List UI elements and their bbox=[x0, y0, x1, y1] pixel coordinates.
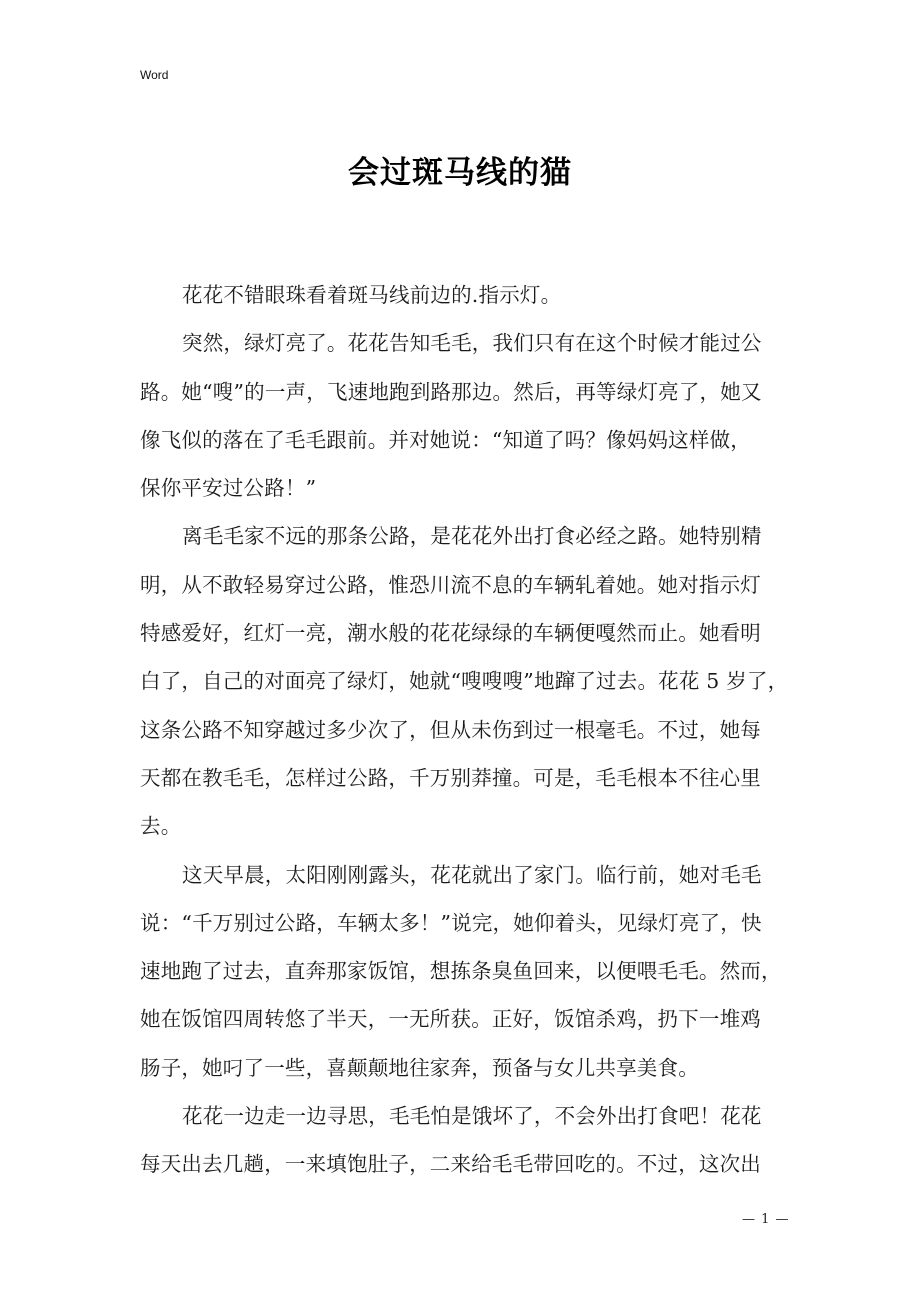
paragraph-line: 速地跑了过去，直奔那家饭馆，想拣条臭鱼回来，以便喂毛毛。然而， bbox=[140, 959, 782, 984]
paragraph-line: 说：“千万别过公路，车辆太多！”说完，她仰着头，见绿灯亮了，快 bbox=[140, 910, 762, 935]
paragraph-line: 每天出去几趟，一来填饱肚子，二来给毛毛带回吃的。不过，这次出 bbox=[140, 1152, 761, 1177]
header-label: Word bbox=[140, 68, 169, 82]
paragraph-line: 明，从不敢轻易穿过公路，惟恐川流不息的车辆轧着她。她对指示灯 bbox=[140, 572, 761, 597]
paragraph-line: 特感爱好，红灯一亮，潮水般的花花绿绿的车辆便嘎然而止。她看明 bbox=[140, 621, 761, 646]
paragraph-line: 离毛毛家不远的那条公路，是花花外出打食必经之路。她特别精 bbox=[182, 524, 762, 549]
paragraph-line: 肠子，她叼了一些，喜颠颠地往家奔，预备与女儿共享美食。 bbox=[140, 1055, 699, 1080]
document-body bbox=[140, 281, 789, 1199]
paragraph-line: 突然，绿灯亮了。花花告知毛毛，我们只有在这个时候才能过公 bbox=[182, 331, 762, 356]
paragraph-line: 这天早晨，太阳刚刚露头，花花就出了家门。临行前，她对毛毛 bbox=[182, 862, 762, 887]
paragraph-line: 天都在教毛毛，怎样过公路，千万别莽撞。可是，毛毛根本不往心里 bbox=[140, 765, 761, 790]
paragraph-line: 像飞似的落在了毛毛跟前。并对她说：“知道了吗？像妈妈这样做， bbox=[140, 427, 751, 452]
paragraph-line: 路。她“嗖”的一声，飞速地跑到路那边。然后，再等绿灯亮了，她又 bbox=[140, 379, 762, 404]
paragraph-line: 花花一边走一边寻思，毛毛怕是饿坏了，不会外出打食吧！花花 bbox=[182, 1104, 762, 1129]
paragraph-line: 花花不错眼珠看着斑马线前边的.指示灯。 bbox=[182, 283, 562, 307]
paragraph-line: 白了，自己的对面亮了绿灯，她就“嗖嗖嗖”地蹿了过去。花花 5 岁了， bbox=[140, 669, 789, 694]
paragraph-line: 这条公路不知穿越过多少次了，但从未伤到过一根毫毛。不过，她每 bbox=[140, 717, 761, 742]
page-number: — 1 — bbox=[742, 1212, 790, 1227]
document-title: 会过斑马线的猫 bbox=[348, 155, 572, 191]
paragraph-line: 她在饭馆四周转悠了半天，一无所获。正好，饭馆杀鸡，扔下一堆鸡 bbox=[140, 1007, 761, 1032]
paragraph-line: 去。 bbox=[140, 814, 182, 839]
paragraph-line: 保你平安过公路！” bbox=[140, 476, 317, 501]
